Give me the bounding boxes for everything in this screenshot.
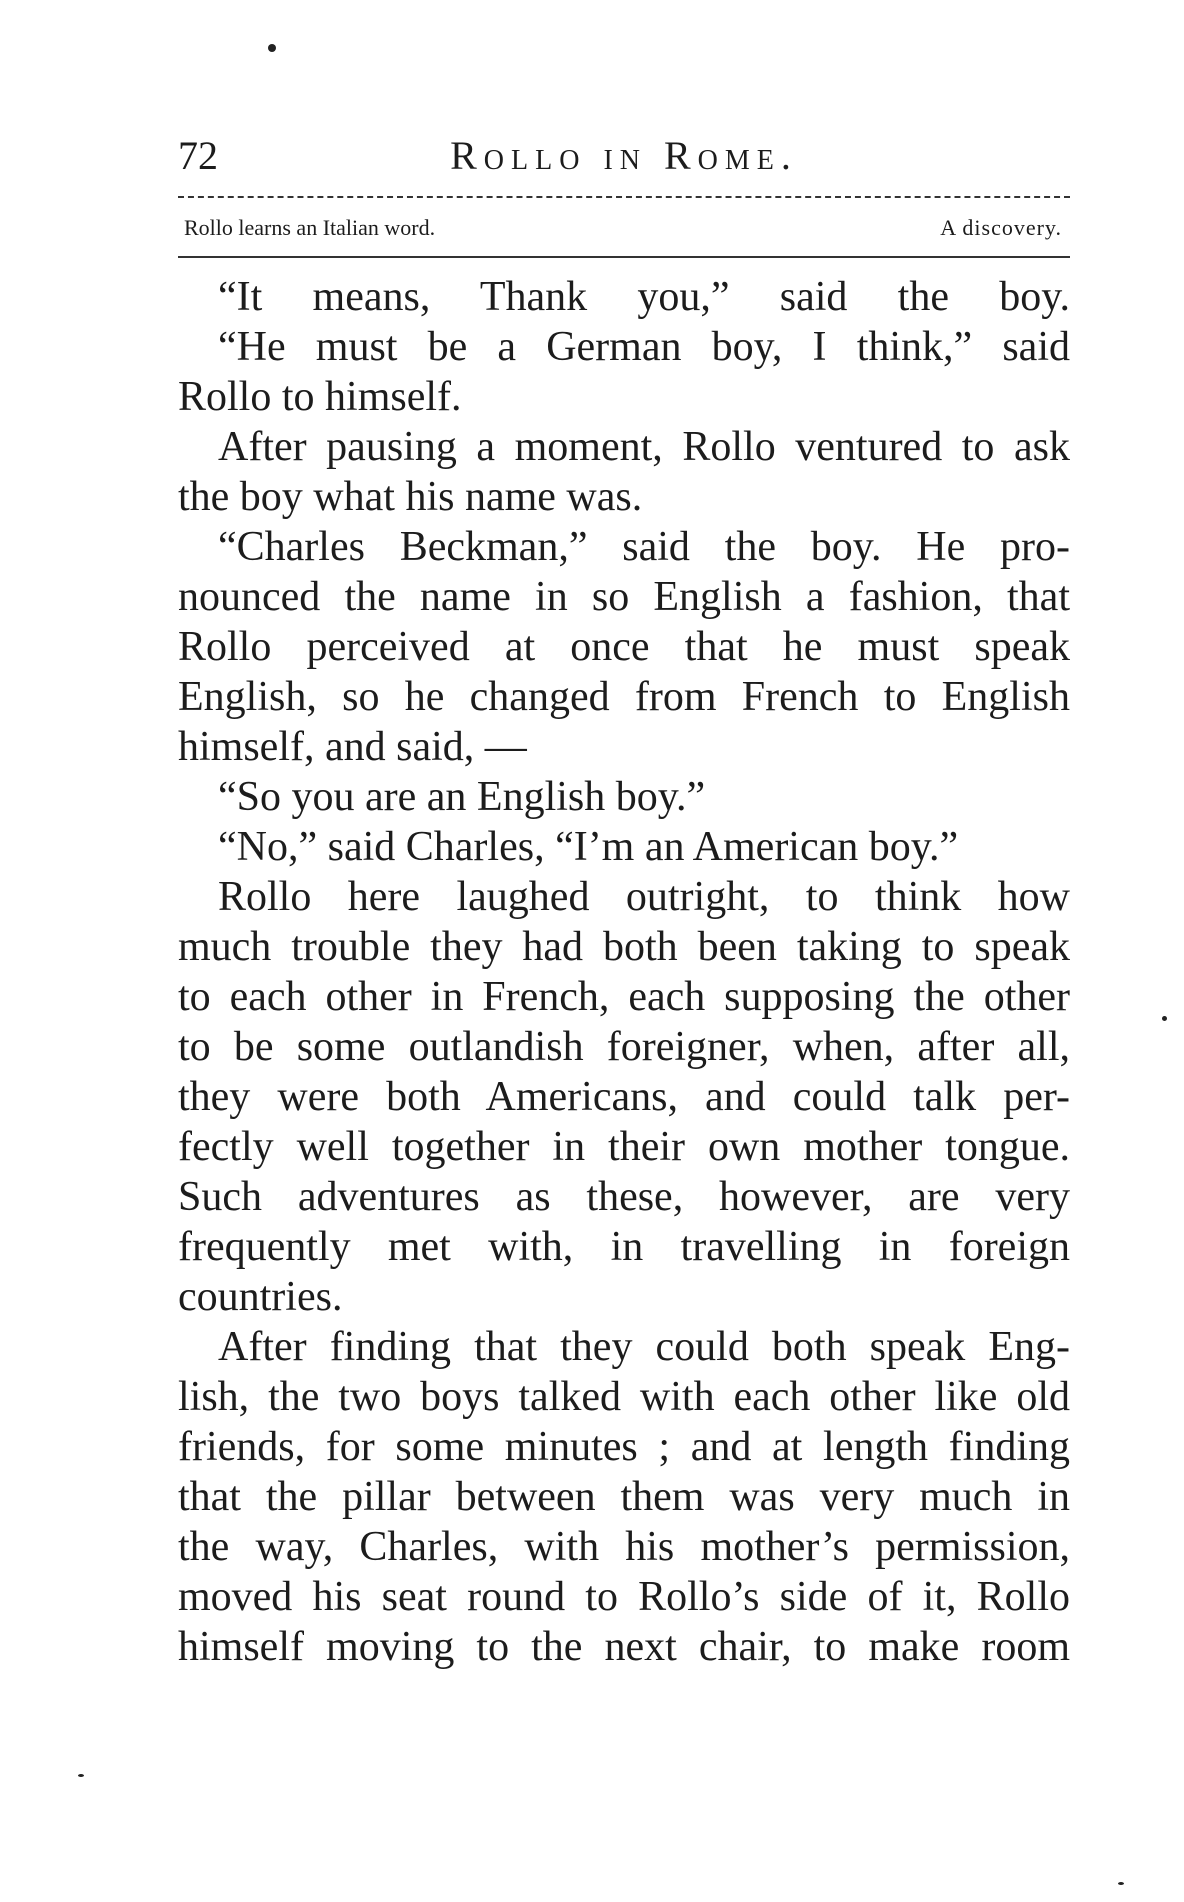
text-line: they were both Americans, and could talk per- — [178, 1074, 1070, 1120]
text-line: frequently met with, in travelling in foreign — [178, 1224, 1070, 1270]
ink-speck — [1118, 1882, 1124, 1885]
head-rule-top — [178, 196, 1070, 198]
page-number: 72 — [178, 133, 218, 178]
text-line: to be some outlandish foreigner, when, after all, — [178, 1024, 1070, 1070]
ink-speck — [268, 44, 276, 52]
text-line: After finding that they could both speak Eng- — [218, 1324, 1070, 1370]
text-line: nounced the name in so English a fashion, that — [178, 574, 1070, 620]
text-line: himself moving to the next chair, to make room — [178, 1624, 1070, 1670]
ink-speck — [1162, 1016, 1167, 1021]
text-line: the boy what his name was. — [178, 474, 643, 520]
text-line: Such adventures as these, however, are very — [178, 1174, 1070, 1220]
subhead-row — [178, 208, 1070, 248]
left-subhead: Rollo learns an Italian word. — [184, 215, 436, 240]
running-head — [178, 128, 1070, 188]
text-line: fectly well together in their own mother tongue. — [178, 1124, 1070, 1170]
ink-speck — [78, 1774, 84, 1777]
text-line: moved his seat round to Rollo’s side of it, Rollo — [178, 1574, 1070, 1620]
text-line: “Charles Beckman,” said the boy. He pro- — [218, 524, 1070, 570]
text-line: that the pillar between them was very much in — [178, 1474, 1070, 1520]
text-line: “He must be a German boy, I think,” said — [218, 324, 1070, 370]
text-line: Rollo here laughed outright, to think how — [218, 874, 1070, 920]
text-line: lish, the two boys talked with each other like old — [178, 1374, 1070, 1420]
text-line: friends, for some minutes ; and at length finding — [178, 1424, 1070, 1470]
right-subhead: A discovery. — [940, 215, 1062, 240]
body-text — [178, 272, 1070, 1672]
text-line: himself, and said, — — [178, 724, 527, 770]
book-title: Rollo in Rome. — [450, 133, 798, 178]
text-line: “No,” said Charles, “I’m an American boy.” — [218, 824, 959, 870]
text-line: “So you are an English boy.” — [218, 774, 706, 820]
head-rule-bottom — [178, 256, 1070, 258]
text-line: English, so he changed from French to English — [178, 674, 1070, 720]
text-line: to each other in French, each supposing the other — [178, 974, 1070, 1020]
text-line: countries. — [178, 1274, 343, 1320]
text-line: Rollo perceived at once that he must speak — [178, 624, 1070, 670]
text-line: “It means, Thank you,” said the boy. — [218, 274, 1070, 320]
text-line: Rollo to himself. — [178, 374, 462, 420]
text-line: After pausing a moment, Rollo ventured to ask — [218, 424, 1070, 470]
text-line: much trouble they had both been taking to speak — [178, 924, 1070, 970]
text-line: the way, Charles, with his mother’s permission, — [178, 1524, 1070, 1570]
